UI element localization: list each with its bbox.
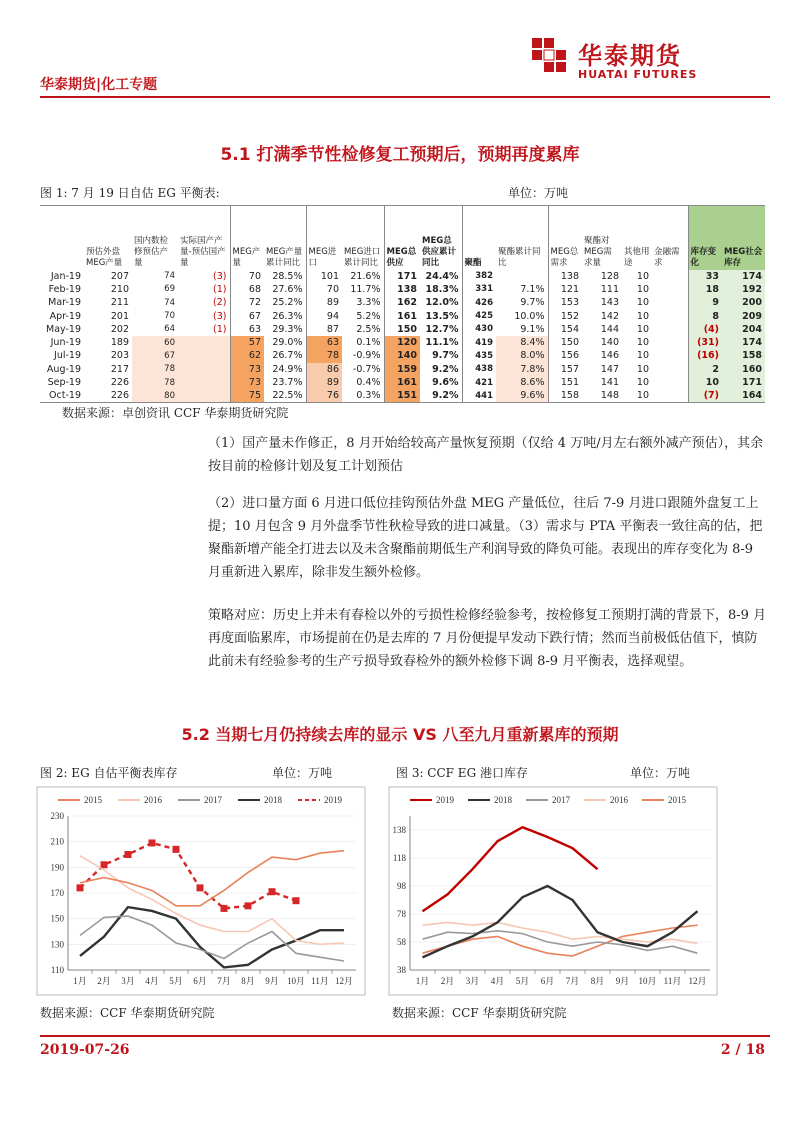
table-cell: 60 [132, 336, 178, 349]
legend-label: 2019 [436, 795, 454, 805]
table-cell [652, 270, 688, 283]
y-tick-label: 118 [392, 853, 406, 863]
table-cell [652, 283, 688, 296]
table-cell: 140 [384, 349, 420, 362]
table-cell: 33 [688, 270, 722, 283]
table-cell: 382 [462, 270, 496, 283]
table-cell: 10 [688, 376, 722, 389]
legend-label: 2018 [264, 795, 282, 805]
figure-2-unit: 单位：万吨 [272, 766, 333, 780]
table-cell: 28.5% [272, 270, 303, 282]
table-cell: 7.8% [496, 363, 548, 376]
page-number: 2 / 18 [720, 1042, 765, 1058]
table-cell: 9.7% [432, 350, 459, 362]
table-cell: 10 [636, 350, 649, 362]
table-cell: 74 [164, 271, 175, 282]
table-cell: 62 [230, 349, 264, 362]
section-tag: 华泰期货|化工专题 [40, 77, 158, 93]
paragraph-2 [208, 492, 768, 584]
table-header: MEG产量 [230, 206, 264, 270]
table-cell: 158 [548, 389, 582, 402]
table-cell: 8.4% [496, 336, 548, 349]
legend-label: 2016 [610, 795, 628, 805]
table-cell: 2 [688, 363, 722, 376]
table-cell: 164 [722, 389, 765, 402]
table-cell: 89 [306, 296, 342, 309]
y-tick-label: 210 [50, 836, 64, 847]
table-cell: 146 [600, 350, 619, 362]
table-header: 其他用途 [622, 206, 652, 270]
table-cell: 63 [306, 336, 342, 349]
table-cell: 152 [548, 309, 582, 322]
table-cell: 151 [548, 376, 582, 389]
table-cell [652, 309, 688, 322]
figure-3-label: 图 3: CCF EG 港口库存 [396, 766, 528, 780]
table-cell: 22.5% [264, 389, 306, 402]
table-cell: Oct-19 [40, 389, 84, 402]
x-tick-label: 12月 [334, 976, 354, 986]
table-cell: 10 [622, 389, 652, 402]
table-cell: 69 [164, 284, 175, 295]
table-cell: -0.7% [352, 363, 381, 375]
table-cell: (7) [688, 389, 722, 402]
table-row [40, 296, 765, 309]
table-cell [178, 336, 230, 349]
table-cell: 435 [462, 349, 496, 362]
table-cell: 174 [722, 336, 765, 349]
table-cell: (16) [688, 349, 722, 362]
table-cell: 151 [384, 389, 420, 402]
table-cell: 128 [600, 270, 619, 282]
table-cell: 64 [164, 324, 175, 335]
table-cell: 171 [384, 270, 420, 283]
legend-label: 2018 [494, 795, 512, 805]
table-cell: 9.7% [520, 297, 545, 309]
table-cell: 0.3% [342, 389, 384, 402]
table-cell [652, 389, 688, 402]
table-source: 数据来源：卓创资讯 CCF 华泰期货研究院 [62, 406, 289, 420]
table-header: 聚酯 [462, 206, 496, 270]
table-cell: 226 [84, 389, 132, 402]
table-cell: 209 [722, 309, 765, 322]
table-cell: 18.3% [425, 283, 459, 295]
table-cell: 150 [384, 323, 420, 336]
table-cell: 138 [548, 270, 582, 283]
x-tick-label: 6月 [193, 976, 207, 986]
table-cell: 70 [306, 283, 342, 296]
footer-divider [40, 1035, 770, 1037]
table-cell: 202 [110, 323, 129, 335]
table-cell: 10 [636, 323, 649, 335]
y-tick-label: 190 [50, 862, 64, 873]
x-tick-label: 4月 [145, 976, 159, 986]
table-cell: 78 [306, 349, 342, 362]
table-cell: 23.7% [272, 377, 303, 389]
page-header [40, 30, 770, 98]
table-cell: 111 [600, 283, 619, 295]
table-cell: 11.7% [350, 283, 381, 295]
table-cell: Jan-19 [50, 270, 81, 282]
section-heading-5-1: 5.1 打满季节性检修复工预期后，预期再度累库 [220, 145, 580, 165]
table-cell: 67 [248, 310, 261, 322]
legend-label: 2015 [84, 795, 102, 805]
table-row [40, 363, 765, 376]
table-cell [178, 376, 230, 389]
table-cell: 8 [688, 309, 722, 322]
table-cell: 204 [722, 323, 765, 336]
table-cell: 9.6% [496, 389, 548, 402]
table-cell: 9.2% [420, 389, 462, 402]
x-tick-label: 12月 [688, 976, 707, 986]
table-cell: 211 [110, 297, 129, 309]
table-cell: 156 [548, 349, 582, 362]
table-header: 国内数检修预估产量 [132, 206, 178, 270]
table-cell: 441 [462, 389, 496, 402]
table-cell: 143 [600, 297, 619, 309]
table-cell: 8.0% [496, 349, 548, 362]
data-point-2019 [293, 897, 300, 904]
table-cell: 142 [600, 310, 619, 322]
table-cell: -0.9% [352, 350, 381, 362]
table-cell: 203 [110, 350, 129, 362]
table-row [40, 323, 765, 336]
table-cell: 26.7% [272, 350, 303, 362]
table-cell: Sep-19 [47, 377, 81, 389]
y-tick-label: 230 [50, 811, 64, 821]
table-cell: 331 [462, 283, 496, 296]
table-cell: 21.6% [350, 270, 381, 282]
x-tick-label: 7月 [565, 976, 580, 986]
table-cell: (1) [178, 323, 230, 336]
table-cell: 425 [462, 309, 496, 322]
table-cell: 10 [636, 363, 649, 375]
logo-text-en: HUATAI FUTURES [578, 68, 698, 81]
table-cell: (3) [178, 270, 230, 283]
table-cell: 157 [548, 363, 582, 376]
table-cell: 2.5% [356, 323, 381, 335]
y-tick-label: 78 [397, 909, 406, 919]
table-header: MEG总供应 [384, 206, 420, 270]
table-cell: 144 [600, 323, 619, 335]
table-cell: Apr-19 [49, 310, 81, 322]
table-cell: 68 [248, 283, 261, 295]
y-tick-label: 170 [50, 888, 64, 898]
table-cell: 80 [132, 389, 178, 402]
balance-table [40, 205, 765, 403]
figure-3-source: 数据来源：CCF 华泰期货研究院 [392, 1006, 567, 1020]
y-tick-label: 110 [50, 965, 64, 975]
logo-mark-icon [530, 36, 570, 80]
port-inventory-chart [388, 786, 718, 996]
data-point-2019 [269, 888, 276, 895]
table-cell [652, 296, 688, 309]
table-cell: 87 [306, 323, 342, 336]
table-cell: 421 [462, 376, 496, 389]
table-cell [652, 363, 688, 376]
table-cell: 101 [306, 270, 342, 283]
table-cell: 75 [230, 389, 264, 402]
table-cell [496, 270, 548, 283]
x-tick-label: 10月 [286, 976, 306, 986]
data-point-2019 [245, 902, 252, 909]
x-tick-label: 1月 [415, 976, 430, 986]
x-tick-label: 3月 [121, 976, 135, 986]
table-cell: 94 [306, 309, 342, 322]
table-header: MEG总需求 [548, 206, 582, 270]
table-header: MEG总供应累计同比 [420, 206, 462, 270]
paragraph-1-text: （1）国产量未作修正，8 月开始给较高产量恢复预期（仅给 4 万吨/月左右额外减产预估），其余按目前的检修计划及复工计划预估 [208, 436, 764, 474]
y-tick-label: 150 [50, 913, 64, 924]
table-cell: 121 [548, 283, 582, 296]
table-cell: 18 [688, 283, 722, 296]
table-header: MEG进口累计同比 [342, 206, 384, 270]
table-cell: 174 [722, 270, 765, 283]
x-tick-label: 3月 [465, 976, 480, 986]
table-cell: 10 [636, 283, 649, 295]
table-cell: 171 [722, 376, 765, 389]
table-cell: 217 [110, 363, 129, 375]
data-point-2019 [101, 861, 108, 868]
table-cell: 430 [462, 323, 496, 336]
logo-text-cn: 华泰期货 [578, 42, 682, 70]
table-cell: 147 [600, 363, 619, 375]
table-cell [178, 389, 230, 402]
table-cell: 73 [230, 363, 264, 376]
table-cell: 7.1% [520, 283, 545, 295]
table-header [40, 206, 84, 270]
figure-2-label: 图 2: EG 自估平衡表库存 [40, 766, 178, 780]
data-point-2019 [197, 884, 204, 891]
table-cell: 148 [582, 389, 622, 402]
table-cell: 63 [248, 323, 261, 335]
table-cell: 207 [110, 270, 129, 282]
x-tick-label: 5月 [169, 976, 183, 986]
table-cell: 120 [384, 336, 420, 349]
table-cell: 24.4% [425, 270, 459, 282]
table-row [40, 376, 765, 389]
table-row [40, 270, 765, 283]
table-cell: 10.0% [514, 310, 545, 322]
data-point-2019 [149, 839, 156, 846]
footer-date: 2019-07-26 [40, 1042, 130, 1058]
table-cell: (31) [688, 336, 722, 349]
table-cell: 24.9% [272, 363, 303, 375]
header-divider [40, 96, 770, 98]
paragraph-3 [208, 604, 768, 673]
data-point-2019 [77, 884, 84, 891]
paragraph-1 [208, 432, 768, 478]
table-cell: (4) [688, 323, 722, 336]
table-cell: 72 [248, 297, 261, 309]
table-cell: Feb-19 [48, 283, 81, 295]
table-cell: 438 [462, 363, 496, 376]
x-tick-label: 9月 [265, 976, 279, 986]
legend-label: 2016 [144, 795, 162, 805]
table-cell: 10 [636, 270, 649, 282]
table-cell [178, 363, 230, 376]
table-cell: Jul-19 [54, 350, 81, 362]
table-cell: 70 [164, 311, 175, 322]
table-cell: 10 [636, 297, 649, 309]
table-body [40, 270, 765, 403]
company-logo [530, 36, 750, 84]
table-cell: 10 [636, 377, 649, 389]
y-tick-label: 38 [397, 965, 406, 975]
table-cell: 67 [132, 349, 178, 362]
table-cell: 73 [230, 376, 264, 389]
x-tick-label: 11月 [311, 976, 329, 986]
table-cell: 25.2% [272, 297, 303, 309]
legend-label: 2015 [668, 795, 686, 805]
table-cell: 0.1% [356, 337, 381, 349]
table-cell [652, 349, 688, 362]
x-tick-label: 11月 [663, 976, 682, 986]
legend-label: 2019 [324, 795, 342, 805]
table-header: 预估外盘MEG产量 [84, 206, 132, 270]
table-cell: 9 [688, 296, 722, 309]
table-cell: 162 [384, 296, 420, 309]
table-cell: 78 [132, 363, 178, 376]
table-cell: May-19 [46, 323, 81, 335]
table-cell: 161 [384, 376, 420, 389]
table-cell [178, 349, 230, 362]
table-header-row [40, 206, 765, 270]
table-cell: (1) [178, 283, 230, 296]
table-cell: 74 [164, 297, 175, 308]
table-cell: 189 [110, 337, 129, 349]
table-cell: 11.1% [425, 337, 459, 349]
table-row [40, 389, 765, 402]
y-tick-label: 98 [397, 881, 406, 891]
table-cell: 3.3% [356, 297, 381, 309]
paragraph-3-text: 策略对应：历史上并未有春检以外的亏损性检修经验参考，按检修复工预期打满的背景下，8-9 月再度面临累库，市场提前在仍是去库的 7 月份便提早发动下跌行情；然而当前极低估值下，慎防此前未有经验参考的生产亏损导致春检外的额外检修下调 8-9 月平衡表，选择观望。 [208, 608, 767, 669]
inventory-chart [36, 786, 366, 996]
table-cell: 8.6% [496, 376, 548, 389]
table-cell: 426 [462, 296, 496, 309]
data-point-2019 [221, 905, 228, 912]
table-cell: 5.2% [356, 310, 381, 322]
table-cell: 140 [600, 337, 619, 349]
x-tick-label: 10月 [638, 976, 657, 986]
table-cell: Jun-19 [50, 337, 81, 349]
table-cell: 200 [722, 296, 765, 309]
table-cell: 70 [248, 270, 261, 282]
x-tick-label: 9月 [615, 976, 630, 986]
x-tick-label: 7月 [217, 976, 231, 986]
table-header: MEG进口 [306, 206, 342, 270]
data-point-2019 [173, 846, 180, 853]
table-cell: 161 [384, 309, 420, 322]
figure-2-source: 数据来源：CCF 华泰期货研究院 [40, 1006, 215, 1020]
table-cell: 226 [110, 377, 129, 389]
table-cell: 141 [600, 377, 619, 389]
table-cell: 9.6% [432, 377, 459, 389]
table-cell: 0.4% [356, 377, 381, 389]
table-row [40, 336, 765, 349]
table-header: 金融需求 [652, 206, 688, 270]
table-cell [652, 336, 688, 349]
table-cell: 29.0% [272, 337, 303, 349]
x-tick-label: 4月 [490, 976, 505, 986]
table-cell: 138 [384, 283, 420, 296]
table-cell: 159 [384, 363, 420, 376]
table-cell: 12.7% [425, 323, 459, 335]
table-header: 库存变化 [688, 206, 722, 270]
table-cell: 158 [722, 349, 765, 362]
table-cell [652, 376, 688, 389]
table-header: MEG社会库存 [722, 206, 765, 270]
chart-frame [389, 787, 717, 995]
table-cell: 13.5% [425, 310, 459, 322]
table-cell: 29.3% [272, 323, 303, 335]
figure-3-unit: 单位：万吨 [630, 766, 691, 780]
data-point-2019 [125, 851, 132, 858]
balance-table-wrap [40, 205, 765, 403]
legend-label: 2017 [552, 795, 570, 805]
x-tick-label: 8月 [241, 976, 255, 986]
table-cell: 57 [230, 336, 264, 349]
table-header: 聚酯累计同比 [496, 206, 548, 270]
table-cell: 154 [548, 323, 582, 336]
table-cell [652, 323, 688, 336]
section-heading-5-2: 5.2 当期七月仍持续去库的显示 VS 八至九月重新累库的预期 [181, 725, 619, 744]
x-tick-label: 1月 [73, 976, 87, 986]
table-cell: 10 [636, 310, 649, 322]
table-cell: (3) [178, 309, 230, 322]
table-header: 实际国产产量-预估国产量 [178, 206, 230, 270]
table-cell: 10 [636, 337, 649, 349]
table-cell: 210 [110, 283, 129, 295]
paragraph-2-text: （2）进口量方面 6 月进口低位挂钩预估外盘 MEG 产量低位，往后 7-9 月进口跟随外盘复工上提；10 月包含 9 月外盘季节性秋检导致的进口减量。（3）需求与 PTA 平衡表一致往高的估，把聚酯新增产能全打进去以及未含聚酯前期低生产利润导致的降负可能。表现出的库存变化为 8-9 月重新进入累库，除非发生额外检修。 [208, 496, 763, 580]
table-cell: 86 [306, 363, 342, 376]
table-cell: 9.2% [432, 363, 459, 375]
x-tick-label: 2月 [440, 976, 455, 986]
table-cell: 27.6% [272, 283, 303, 295]
x-tick-label: 6月 [540, 976, 555, 986]
table-cell: 201 [110, 310, 129, 322]
figure-1-label: 图 1: 7 月 19 日自估 EG 平衡表: [40, 186, 220, 200]
table-cell: Aug-19 [46, 363, 81, 375]
table-row [40, 309, 765, 322]
table-cell: 78 [132, 376, 178, 389]
table-cell: Mar-19 [48, 297, 81, 309]
table-row [40, 349, 765, 362]
table-cell: 9.1% [520, 323, 545, 335]
table-cell: 419 [462, 336, 496, 349]
table-cell: 89 [306, 376, 342, 389]
y-tick-label: 138 [392, 825, 406, 835]
legend-label: 2017 [204, 795, 222, 805]
x-tick-label: 5月 [515, 976, 530, 986]
table-cell: 12.0% [425, 297, 459, 309]
table-cell: (2) [178, 296, 230, 309]
y-tick-label: 58 [397, 937, 406, 947]
figure-1-unit: 单位：万吨 [508, 186, 569, 200]
table-cell: 150 [548, 336, 582, 349]
table-cell: 153 [548, 296, 582, 309]
x-tick-label: 2月 [97, 976, 111, 986]
x-tick-label: 8月 [590, 976, 605, 986]
table-cell: 26.3% [272, 310, 303, 322]
table-row [40, 283, 765, 296]
table-cell: 160 [722, 363, 765, 376]
table-cell: 76 [306, 389, 342, 402]
y-tick-label: 130 [50, 939, 64, 950]
table-cell: 192 [722, 283, 765, 296]
table-header: MEG产量累计同比 [264, 206, 306, 270]
table-header: 聚酯对MEG需求量 [582, 206, 622, 270]
